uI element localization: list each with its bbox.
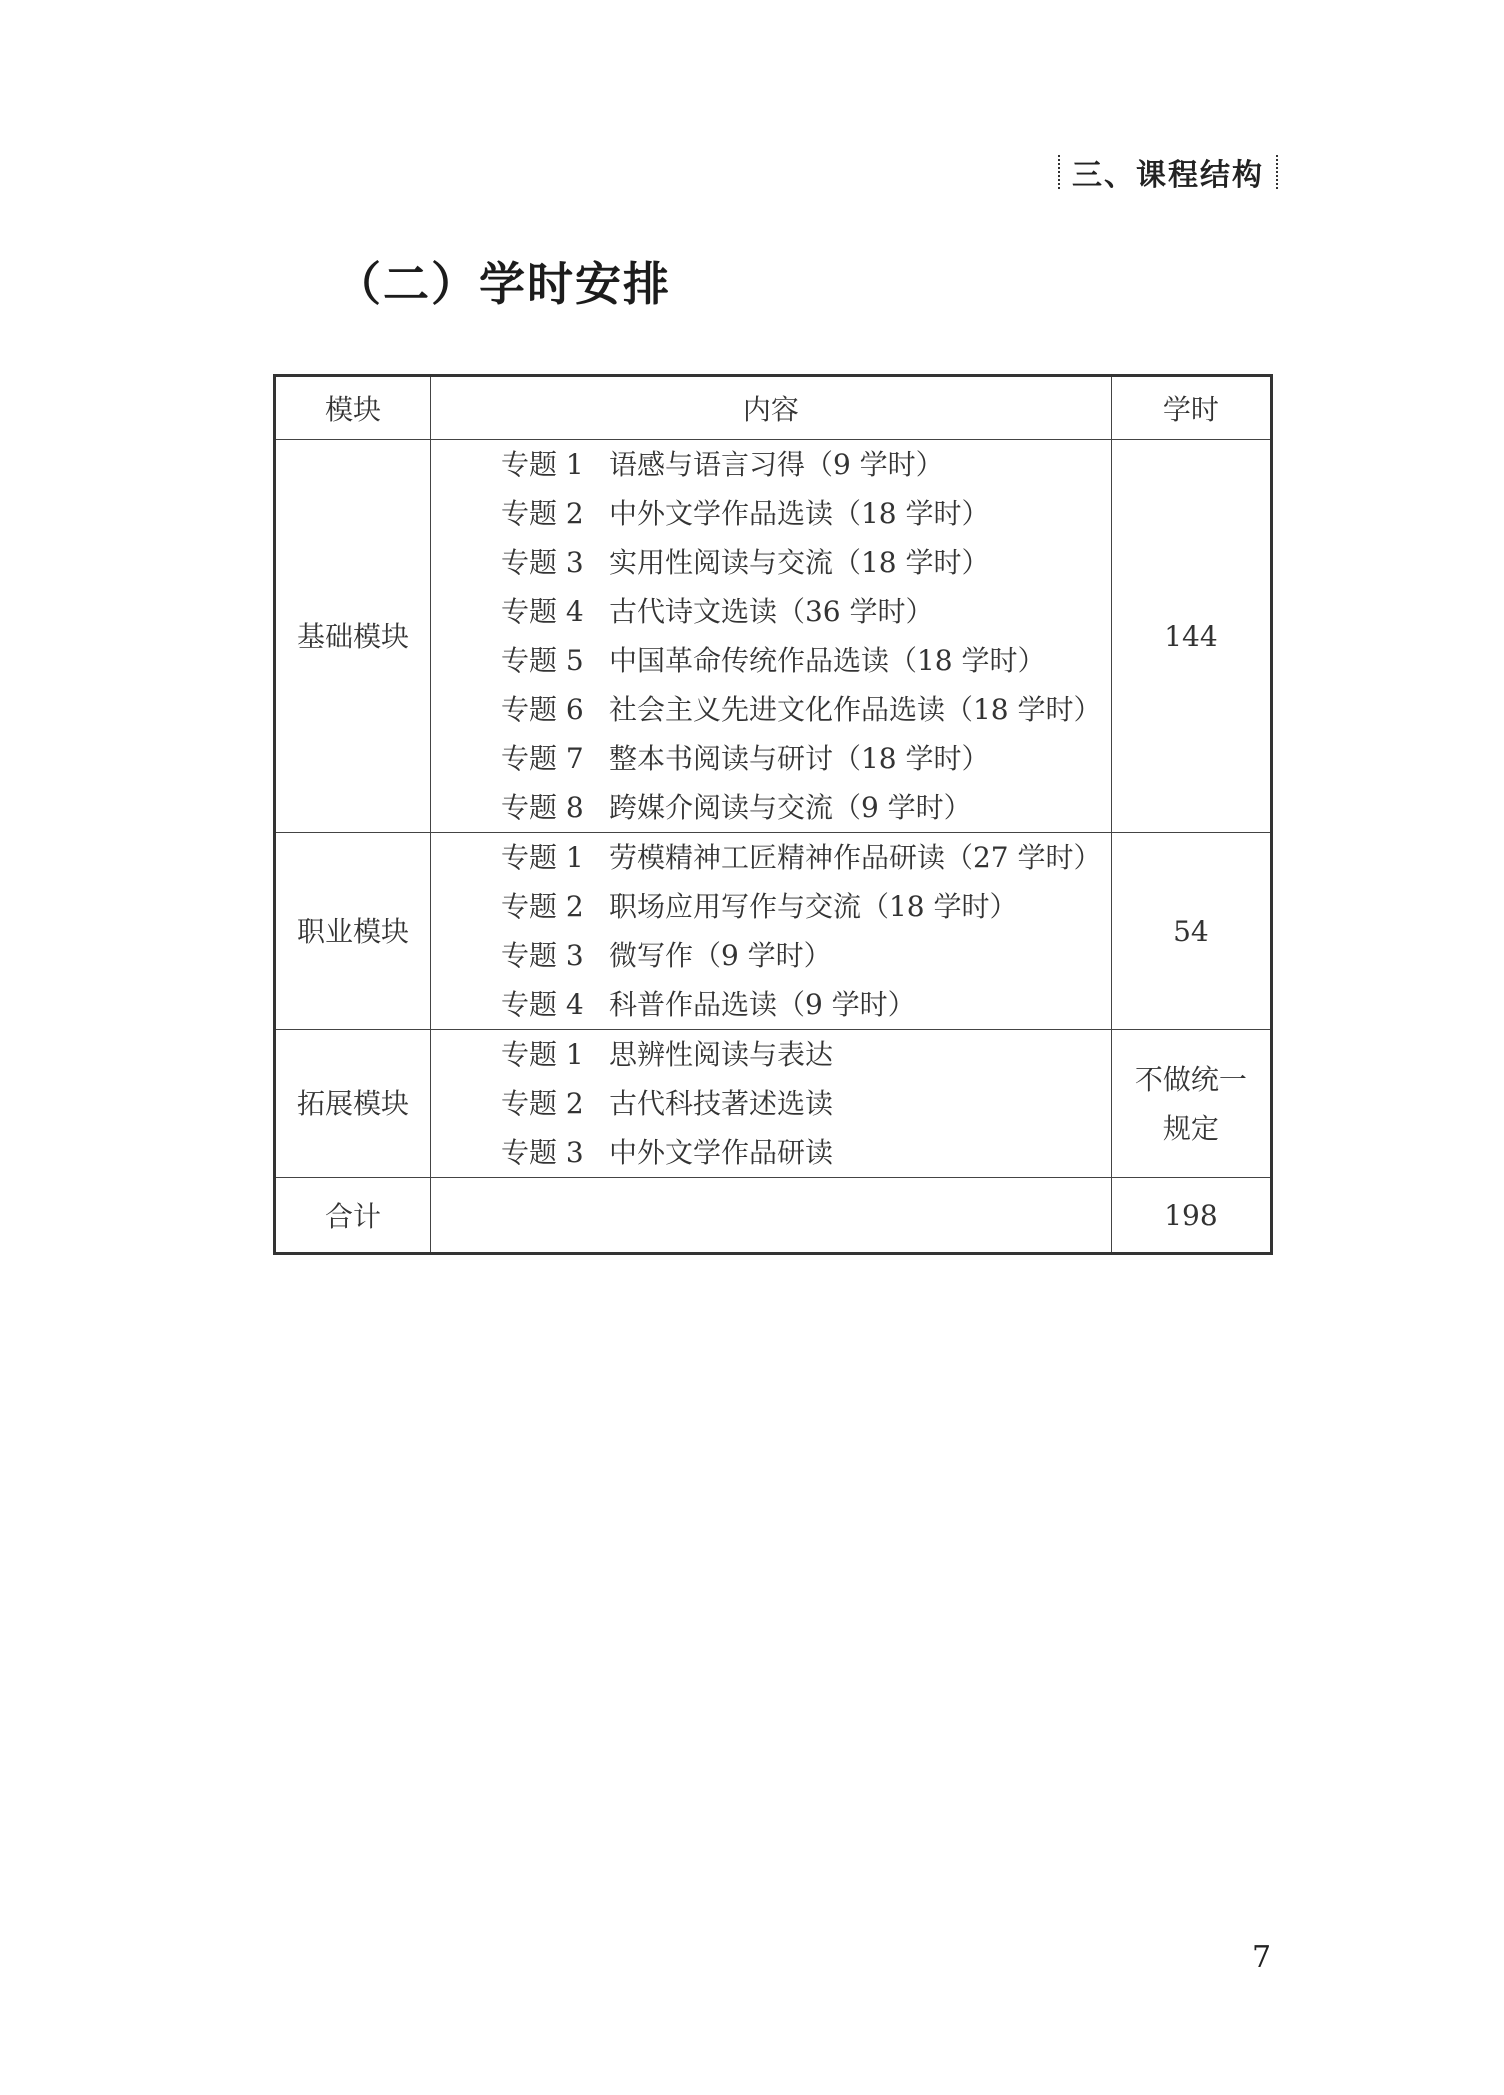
list-item bbox=[501, 489, 1111, 538]
list-item bbox=[501, 538, 1111, 587]
page-number: 7 bbox=[1252, 1940, 1272, 1975]
topics-cell bbox=[430, 1030, 1111, 1178]
hours-text-line: 不做统一 bbox=[1134, 1062, 1247, 1096]
total-content-cell bbox=[430, 1178, 1111, 1254]
topic-number: 专题 5 bbox=[500, 644, 584, 677]
topic-list bbox=[431, 833, 1111, 1029]
table-row bbox=[275, 833, 1272, 1030]
list-item bbox=[501, 1128, 1111, 1177]
topic-number: 专题 3 bbox=[500, 1136, 584, 1169]
topic-number: 专题 2 bbox=[500, 497, 584, 530]
topic-name: 微写作（9 学时） bbox=[608, 939, 832, 972]
header-divider-right bbox=[1276, 155, 1278, 189]
topic-number: 专题 1 bbox=[500, 448, 584, 481]
section-title: （二）学时安排 bbox=[335, 257, 671, 311]
list-item bbox=[501, 833, 1111, 882]
topic-number: 专题 7 bbox=[500, 742, 584, 775]
list-item bbox=[501, 783, 1111, 832]
topic-number: 专题 1 bbox=[500, 1038, 584, 1071]
topics-cell bbox=[430, 833, 1111, 1030]
topic-number: 专题 3 bbox=[500, 546, 584, 579]
topic-number: 专题 1 bbox=[500, 841, 584, 874]
topic-name: 思辨性阅读与表达 bbox=[608, 1038, 833, 1071]
column-header-module: 模块 bbox=[275, 376, 431, 440]
topic-name: 实用性阅读与交流（18 学时） bbox=[608, 546, 990, 579]
total-label-cell: 合计 bbox=[275, 1178, 431, 1254]
table-row bbox=[275, 440, 1272, 833]
topic-name: 社会主义先进文化作品选读（18 学时） bbox=[608, 693, 1102, 726]
topic-number: 专题 2 bbox=[500, 890, 584, 923]
topic-name: 劳模精神工匠精神作品研读（27 学时） bbox=[608, 841, 1102, 874]
hours-cell: 54 bbox=[1111, 833, 1271, 1030]
column-header-content: 内容 bbox=[430, 376, 1111, 440]
table-row bbox=[275, 1030, 1272, 1178]
topic-name: 科普作品选读（9 学时） bbox=[608, 988, 916, 1021]
list-item bbox=[501, 440, 1111, 489]
header-divider-left bbox=[1058, 155, 1060, 189]
topic-name: 古代科技著述选读 bbox=[608, 1087, 833, 1120]
topic-name: 整本书阅读与研讨（18 学时） bbox=[608, 742, 990, 775]
topic-list bbox=[431, 1030, 1111, 1177]
topic-name: 中外文学作品研读 bbox=[608, 1136, 833, 1169]
list-item bbox=[501, 685, 1111, 734]
list-item bbox=[501, 734, 1111, 783]
table-header-row bbox=[275, 376, 1272, 440]
list-item bbox=[501, 980, 1111, 1029]
list-item bbox=[501, 931, 1111, 980]
topic-number: 专题 4 bbox=[500, 988, 584, 1021]
class-hours-table bbox=[273, 374, 1273, 1255]
list-item bbox=[501, 636, 1111, 685]
list-item bbox=[501, 882, 1111, 931]
topic-number: 专题 8 bbox=[500, 791, 584, 824]
topic-name: 职场应用写作与交流（18 学时） bbox=[608, 890, 1018, 923]
topic-list bbox=[431, 440, 1111, 832]
module-name-cell: 拓展模块 bbox=[275, 1030, 431, 1178]
module-name-cell: 职业模块 bbox=[275, 833, 431, 1030]
topic-name: 中外文学作品选读（18 学时） bbox=[608, 497, 990, 530]
topic-number: 专题 4 bbox=[500, 595, 584, 628]
topic-name: 语感与语言习得（9 学时） bbox=[608, 448, 944, 481]
topics-cell bbox=[430, 440, 1111, 833]
module-name-cell: 基础模块 bbox=[275, 440, 431, 833]
list-item bbox=[501, 587, 1111, 636]
topic-number: 专题 3 bbox=[500, 939, 584, 972]
hours-cell: 144 bbox=[1111, 440, 1271, 833]
hours-text-line: 规定 bbox=[1162, 1111, 1219, 1145]
list-item bbox=[501, 1079, 1111, 1128]
topic-name: 中国革命传统作品选读（18 学时） bbox=[608, 644, 1046, 677]
total-row bbox=[275, 1178, 1272, 1254]
list-item bbox=[501, 1030, 1111, 1079]
column-header-hours: 学时 bbox=[1111, 376, 1271, 440]
topic-number: 专题 2 bbox=[500, 1087, 584, 1120]
hours-cell bbox=[1111, 1030, 1271, 1178]
topic-number: 专题 6 bbox=[500, 693, 584, 726]
total-hours-cell: 198 bbox=[1111, 1178, 1271, 1254]
running-header bbox=[1058, 150, 1278, 194]
topic-name: 古代诗文选读（36 学时） bbox=[608, 595, 934, 628]
topic-name: 跨媒介阅读与交流（9 学时） bbox=[608, 791, 972, 824]
running-header-title: 三、课程结构 bbox=[1072, 158, 1264, 193]
